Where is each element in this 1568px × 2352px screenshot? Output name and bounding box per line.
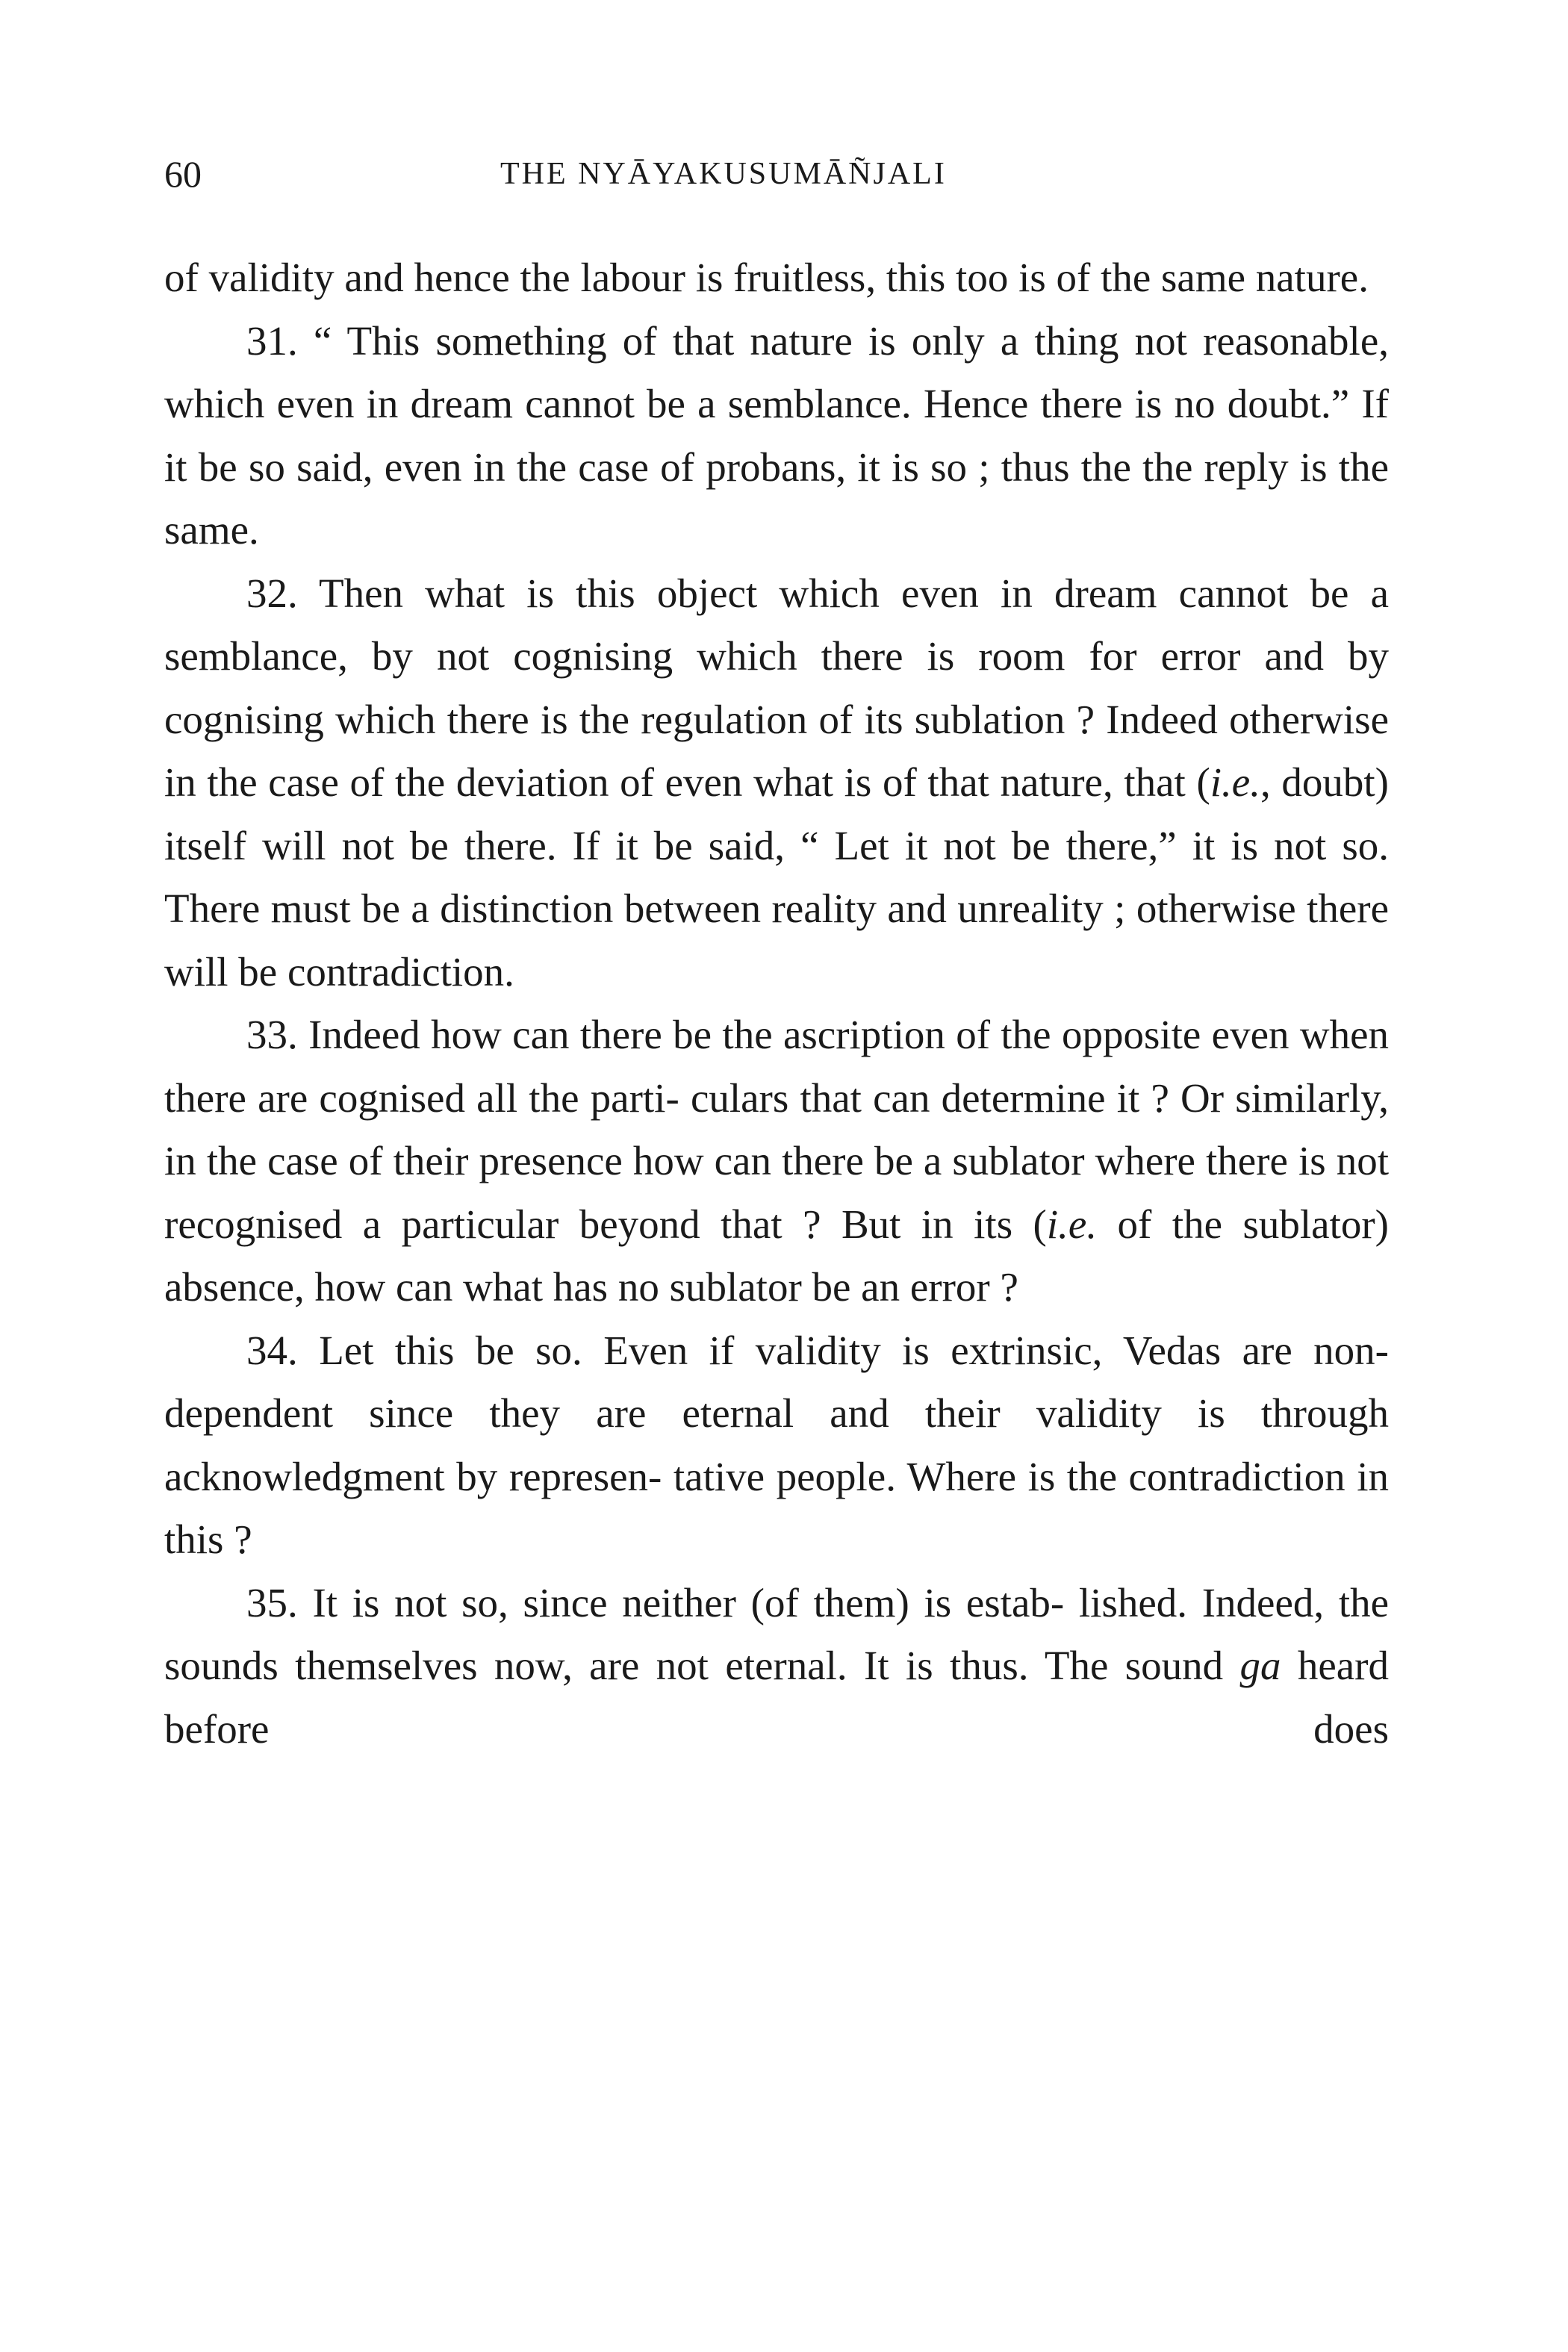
paragraph-33: [164, 1004, 1389, 1319]
paragraph-text: of the sublator) absence, how can what has no sublator be an error ?: [164, 1201, 1389, 1310]
paragraph-31: [164, 310, 1389, 562]
running-head: [164, 148, 1389, 200]
paragraph-continued: [164, 246, 1389, 310]
paragraph-text: Indeed how can there be the ascription of the opposite even when there are cognised all the parti- culars that can determine it ? Or similarly, in the case of their presence how can there be a sublator where there is not recognised a particular beyond that ? But in its (: [164, 1012, 1389, 1247]
paragraph-number: 32.: [246, 570, 298, 616]
paragraph-text: Then what is this object which even in dream cannot be a semblance, by not cognising which there is room for error and by cognising which there is the regulation of its sublation ? Indeed otherwise in the case of the deviation of even what is of that nature, that (: [164, 570, 1389, 805]
paragraph-number: 31.: [246, 317, 298, 364]
body-text: [164, 246, 1389, 1761]
italic-abbreviation: i.e.: [1210, 759, 1260, 805]
page-number: 60: [164, 153, 202, 195]
paragraph-text: of validity and hence the labour is fruitless, this too is of the same nature.: [164, 255, 1369, 300]
italic-sanskrit-sound: ga: [1239, 1643, 1281, 1688]
paragraph-text: “ This something of that nature is only a thing not reasonable, which even in dream cannot be a semblance. Hence there is no doubt.” If it be so said, even in the case of probans, it is so ; thus the the reply is the same.: [164, 317, 1389, 553]
paragraph-34: [164, 1319, 1389, 1572]
paragraph-number: 34.: [246, 1327, 298, 1373]
paragraph-number: 35.: [246, 1579, 298, 1625]
paragraph-35: [164, 1572, 1389, 1761]
paragraph-text: It is not so, since neither (of them) is estab- lished. Indeed, the sounds themselves now, are not eternal. It is thus. The sound: [164, 1579, 1390, 1688]
paragraph-number: 33.: [246, 1012, 298, 1057]
paragraph-text: , doubt) itself will not be there. If it be said, “ Let it not be there,” it is not so. There must be a distinction between reality and unreality ; otherwise there will be contradiction.: [164, 759, 1389, 995]
paragraph-text: heard before does: [164, 1643, 1390, 1752]
paragraph-32: [164, 562, 1389, 1004]
paragraph-text: Let this be so. Even if validity is extrinsic, Vedas are non-dependent since they are eternal and their validity is through acknowledgment by represen- tative people. Where is the contradiction in this ?: [164, 1327, 1390, 1562]
italic-abbreviation: i.e.: [1046, 1201, 1098, 1247]
running-title: THE NYĀYAKUSUMĀÑJALI: [500, 157, 947, 191]
